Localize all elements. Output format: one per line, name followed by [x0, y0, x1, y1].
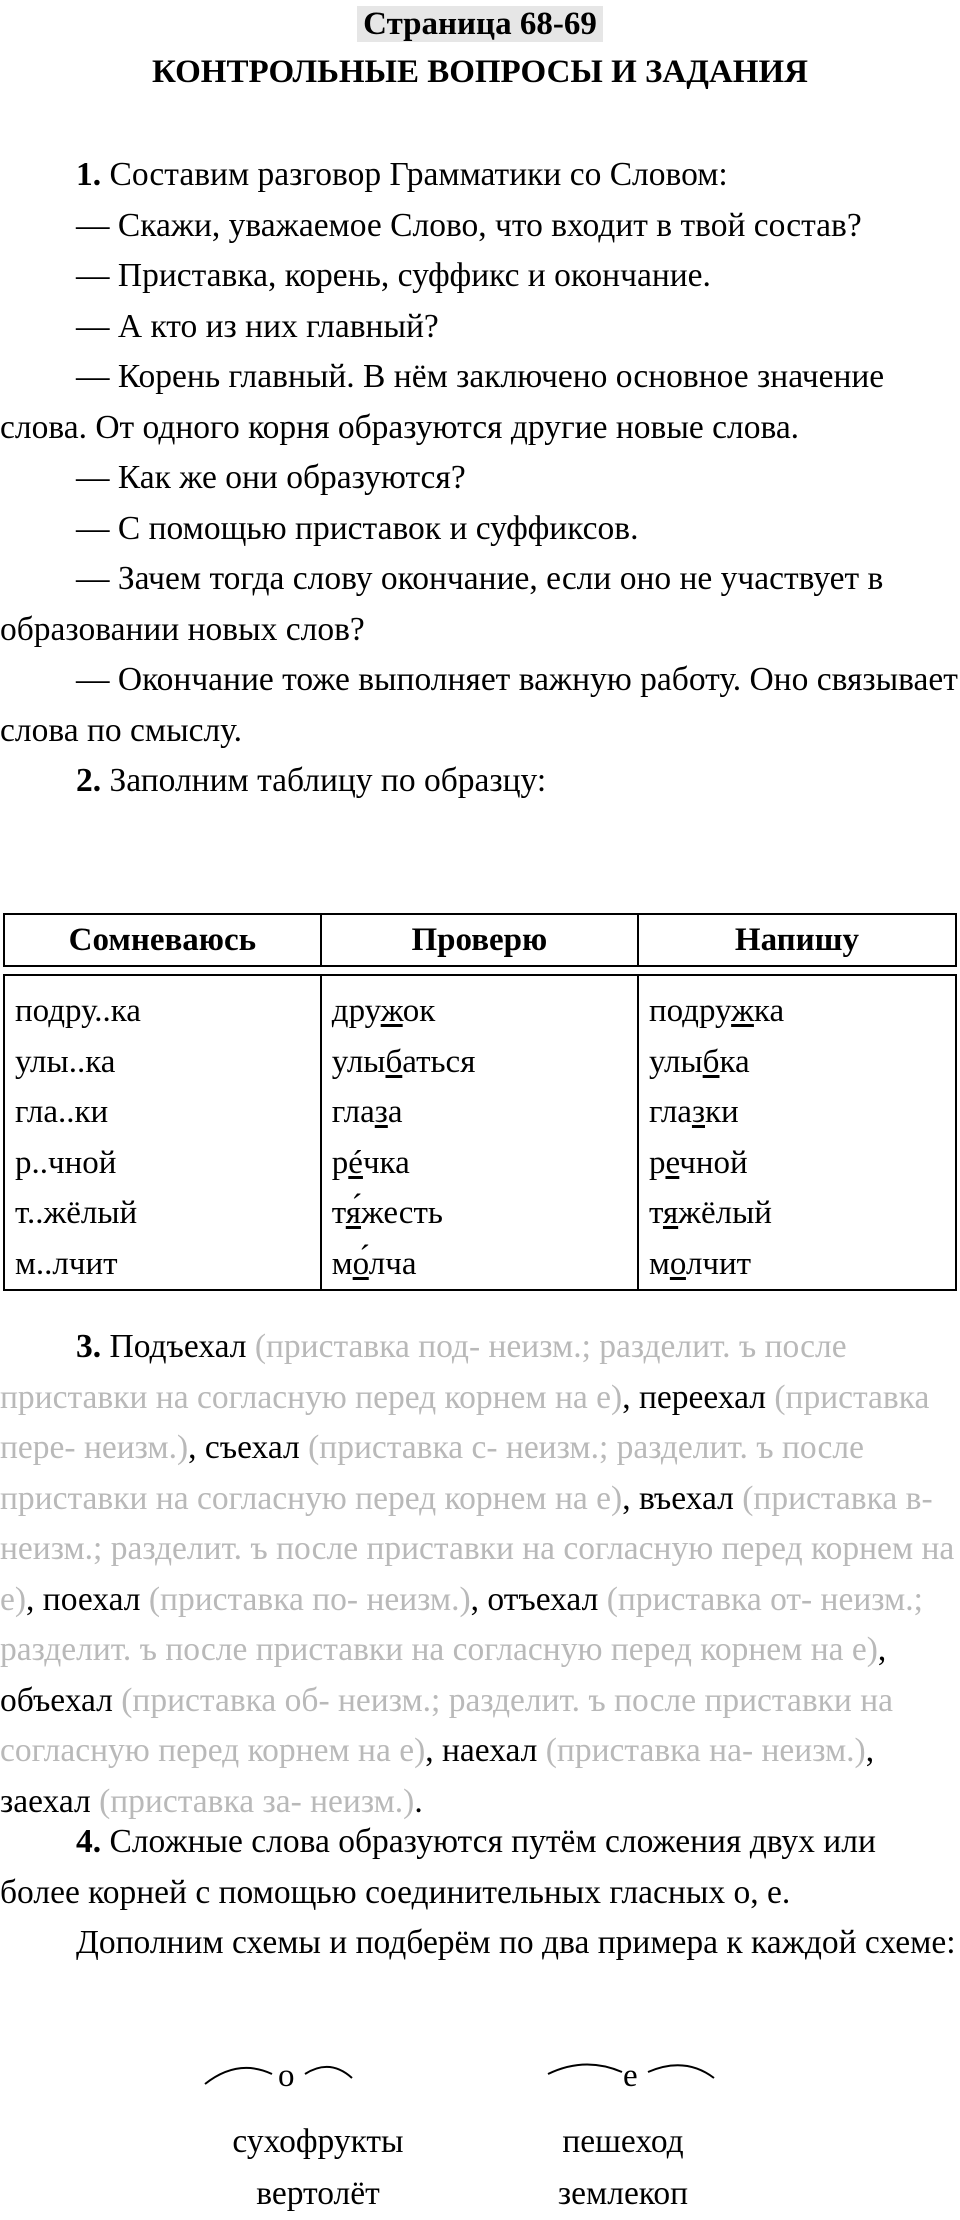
- highlighted-letter: о́: [352, 1245, 369, 1282]
- word-part: лча: [368, 1245, 417, 1282]
- task-4-text: 4. Сложные слова образуются путём сложения двух или более корней с помощью соединительных гласных о, е.: [0, 1823, 876, 1911]
- grammar-note: (приставка об- неизм.; разделит. ъ после приставки на согласную перед корнем на е): [0, 1681, 894, 1769]
- word-part: подру: [648, 993, 732, 1029]
- word-part: ок: [402, 993, 436, 1029]
- verb-word: наехал: [441, 1732, 538, 1769]
- table-cell: [638, 1239, 956, 1291]
- word-part: ка: [719, 1043, 750, 1080]
- table-cell: [638, 1138, 956, 1189]
- punctuation: ,: [877, 1631, 887, 1668]
- dialog-line: — А кто из них главный?: [76, 307, 439, 345]
- page-number-header: Страница 68-69: [0, 4, 960, 44]
- verb-word: поехал: [42, 1580, 141, 1618]
- table-cell: [638, 1037, 956, 1088]
- connecting-vowel: о: [278, 2058, 295, 2094]
- table-cell: [321, 1239, 638, 1291]
- word-part: дру: [331, 993, 381, 1029]
- column-header: Проверю: [321, 914, 638, 966]
- punctuation: ,: [470, 1580, 488, 1618]
- dialog-line: — Приставка, корень, суффикс и окончание.: [76, 257, 711, 294]
- verb-word: Подъехал: [109, 1328, 247, 1365]
- verb-word: отъехал: [487, 1580, 599, 1618]
- verb-word: заехал: [0, 1782, 91, 1820]
- scheme-examples: [473, 2116, 773, 2220]
- highlighted-letter: о: [669, 1245, 686, 1282]
- table-row: [4, 1188, 956, 1239]
- task-1: [0, 150, 960, 807]
- punctuation: ,: [622, 1378, 639, 1416]
- punctuation: ,: [26, 1580, 43, 1618]
- table-cell: т..жёлый: [4, 1188, 321, 1239]
- word-part: м: [648, 1245, 670, 1282]
- word-part: р: [331, 1144, 349, 1181]
- table-row: [4, 1037, 956, 1088]
- word-part: чка: [362, 1144, 410, 1181]
- highlighted-letter: з: [691, 1094, 705, 1130]
- table-cell: [638, 1188, 956, 1239]
- table-row: [4, 975, 956, 1037]
- highlighted-letter: ж: [380, 993, 403, 1029]
- table-cell: м..лчит: [4, 1239, 321, 1291]
- dialog-line: — Скажи, уважаемое Слово, что входит в твой состав?: [76, 206, 862, 244]
- punctuation: ,: [865, 1732, 875, 1769]
- table-cell: [321, 1087, 638, 1138]
- word-part: ка: [753, 993, 785, 1029]
- root-arc-icon: [548, 2064, 622, 2074]
- punctuation: ,: [425, 1732, 442, 1769]
- scheme-examples: [168, 2116, 468, 2220]
- highlighted-letter: е: [665, 1144, 680, 1181]
- punctuation: .: [414, 1782, 423, 1820]
- table-body: [4, 966, 956, 1290]
- table-cell: улы..ка: [4, 1037, 321, 1088]
- section-title: КОНТРОЛЬНЫЕ ВОПРОСЫ И ЗАДАНИЯ: [152, 54, 808, 90]
- highlighted-letter: я: [662, 1195, 679, 1231]
- highlighted-letter: é: [348, 1144, 363, 1181]
- table-cell: [321, 975, 638, 1037]
- table-row: [4, 1087, 956, 1138]
- grammar-note: (приставка пере- неизм.): [0, 1378, 930, 1466]
- word-part: улы: [331, 1043, 386, 1080]
- punctuation: ,: [188, 1429, 205, 1466]
- example-word: землекоп: [557, 2175, 689, 2212]
- word-part: а: [387, 1094, 403, 1130]
- table-row: [4, 1138, 956, 1189]
- word-part: р: [648, 1144, 666, 1181]
- task-4: [0, 1817, 960, 1969]
- word-part: т: [648, 1195, 663, 1231]
- verb-word: въехал: [638, 1479, 734, 1517]
- column-header: Сомневаюсь: [4, 914, 321, 966]
- grammar-note: (приставка за- неизм.): [99, 1782, 415, 1820]
- punctuation: ,: [622, 1479, 639, 1517]
- table-cell: гла..ки: [4, 1087, 321, 1138]
- highlighted-letter: ж: [731, 993, 754, 1029]
- example-word: пешеход: [562, 2123, 684, 2160]
- highlighted-letter: б: [385, 1043, 403, 1080]
- connecting-vowel: е: [623, 2058, 638, 2094]
- highlighted-letter: б: [702, 1043, 720, 1080]
- verb-word: объехал: [0, 1681, 113, 1719]
- table-cell: [321, 1037, 638, 1088]
- scheme-arcs: [0, 2052, 960, 2092]
- task-2-intro: 2. Заполним таблицу по образцу:: [76, 762, 547, 799]
- verb-word: переехал: [638, 1378, 766, 1416]
- grammar-note: (приставка от- неизм.; разделит. ъ после приставки на согласную перед корнем на е): [0, 1580, 923, 1668]
- table-cell: подру..ка: [4, 975, 321, 1037]
- column-header: Напишу: [638, 914, 956, 966]
- highlighted-letter: я́: [345, 1195, 361, 1231]
- highlighted-letter: з: [374, 1094, 388, 1130]
- grammar-note: (приставка под- неизм.; разделит. ъ после приставки на согласную перед корнем на е): [0, 1328, 847, 1416]
- table-cell: р..чной: [4, 1138, 321, 1189]
- word-part: жесть: [360, 1195, 443, 1231]
- word-part: лчит: [685, 1245, 752, 1282]
- task-1-intro: 1. Составим разговор Грамматики со Словом:: [76, 156, 728, 193]
- dialog-line: — Корень главный. В нём заключено основное значение слова. От одного корня образуются другие новые слова.: [0, 358, 885, 446]
- dialog-line: — Зачем тогда слову окончание, если оно не участвует в образовании новых слов?: [0, 560, 884, 648]
- word-part: м: [331, 1245, 353, 1282]
- dialog-line: — С помощью приставок и суффиксов.: [76, 509, 639, 547]
- word-part: гла: [331, 1094, 375, 1130]
- task-4-instruction: Дополним схемы и подберём по два примера к каждой схеме:: [76, 1924, 956, 1961]
- table-cell: [321, 1188, 638, 1239]
- dialog-line: — Как же они образуются?: [76, 459, 466, 496]
- word-part: аться: [402, 1043, 476, 1080]
- grammar-note: (приставка с- неизм.; разделит. ъ после приставки на согласную перед корнем на е): [0, 1429, 864, 1517]
- grammar-note: (приставка в- неизм.; разделит. ъ после приставки на согласную перед корнем на е): [0, 1479, 955, 1618]
- example-word: вертолёт: [256, 2175, 380, 2212]
- grammar-note: (приставка по- неизм.): [148, 1580, 471, 1618]
- root-arc-icon: [648, 2065, 714, 2078]
- spelling-table: [3, 913, 957, 1291]
- task-number: 3.: [76, 1328, 102, 1365]
- example-word: сухофрукты: [232, 2123, 404, 2160]
- grammar-note: (приставка на- неизм.): [545, 1732, 866, 1769]
- table-cell: [638, 975, 956, 1037]
- word-part: т: [331, 1195, 346, 1231]
- root-arc-icon: [305, 2067, 352, 2078]
- table-cell: [321, 1138, 638, 1189]
- word-part: жёлый: [678, 1195, 772, 1231]
- verb-word: съехал: [204, 1429, 300, 1466]
- table-row: [4, 1239, 956, 1291]
- task-3: [0, 1322, 960, 1827]
- word-part: ки: [705, 1094, 739, 1130]
- dialog-line: — Окончание тоже выполняет важную работу. Оно связывает слова по смыслу.: [0, 661, 958, 749]
- table-cell: [638, 1087, 956, 1138]
- root-arc-icon: [205, 2068, 272, 2084]
- word-part: улы: [648, 1043, 703, 1080]
- word-part: чной: [679, 1144, 748, 1181]
- word-part: гла: [648, 1094, 692, 1130]
- task-3-text: [0, 1322, 960, 1827]
